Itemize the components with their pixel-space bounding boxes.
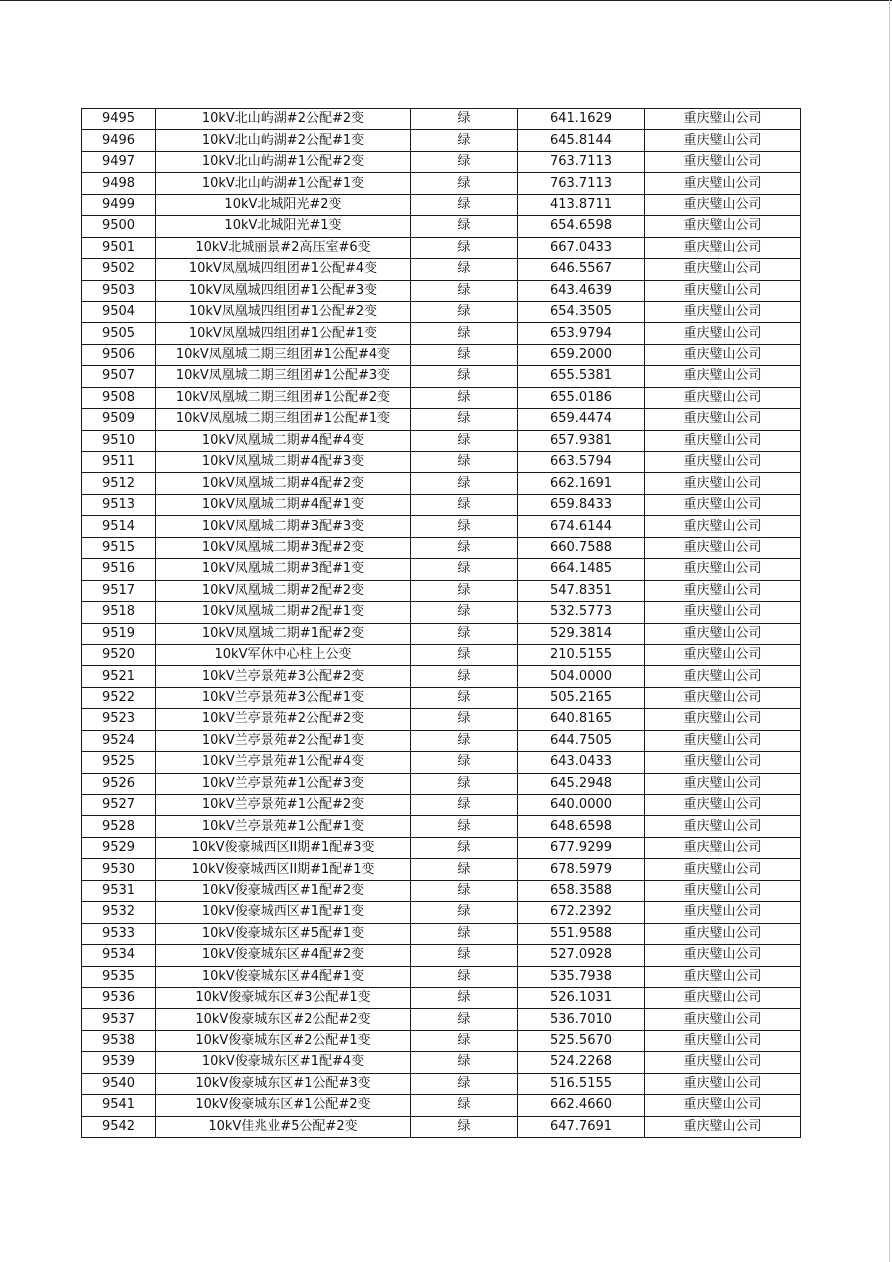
status-color-cell: 绿 — [411, 130, 518, 151]
table-row — [82, 859, 801, 880]
row-id-cell: 9513 — [82, 494, 156, 515]
transformer-name-cell: 10kV军休中心柱上公变 — [156, 644, 411, 665]
row-id-cell: 9524 — [82, 730, 156, 751]
value-cell: 654.6598 — [518, 216, 645, 237]
company-cell: 重庆璧山公司 — [645, 859, 801, 880]
company-cell: 重庆璧山公司 — [645, 387, 801, 408]
company-cell: 重庆璧山公司 — [645, 494, 801, 515]
transformer-name-cell: 10kV凤凰城二期三组团#1公配#1变 — [156, 409, 411, 430]
row-id-cell: 9531 — [82, 880, 156, 901]
company-cell: 重庆璧山公司 — [645, 216, 801, 237]
value-cell: 655.0186 — [518, 387, 645, 408]
company-cell: 重庆璧山公司 — [645, 752, 801, 773]
value-cell: 640.8165 — [518, 709, 645, 730]
table-row — [82, 409, 801, 430]
company-cell: 重庆璧山公司 — [645, 473, 801, 494]
value-cell: 516.5155 — [518, 1073, 645, 1094]
status-color-cell: 绿 — [411, 837, 518, 858]
company-cell: 重庆璧山公司 — [645, 130, 801, 151]
value-cell: 660.7588 — [518, 537, 645, 558]
company-cell: 重庆璧山公司 — [645, 580, 801, 601]
company-cell: 重庆璧山公司 — [645, 1052, 801, 1073]
status-color-cell: 绿 — [411, 1009, 518, 1030]
table-row — [82, 1095, 801, 1116]
status-color-cell: 绿 — [411, 151, 518, 172]
status-color-cell: 绿 — [411, 473, 518, 494]
company-cell: 重庆璧山公司 — [645, 537, 801, 558]
table-row — [82, 387, 801, 408]
value-cell: 210.5155 — [518, 644, 645, 665]
transformer-name-cell: 10kV北山屿湖#2公配#1变 — [156, 130, 411, 151]
company-cell: 重庆璧山公司 — [645, 687, 801, 708]
company-cell: 重庆璧山公司 — [645, 430, 801, 451]
table-row — [82, 837, 801, 858]
table-row — [82, 795, 801, 816]
company-cell: 重庆璧山公司 — [645, 259, 801, 280]
status-color-cell: 绿 — [411, 1095, 518, 1116]
company-cell: 重庆璧山公司 — [645, 1116, 801, 1137]
transformer-name-cell: 10kV佳兆业#5公配#2变 — [156, 1116, 411, 1137]
row-id-cell: 9538 — [82, 1030, 156, 1051]
row-id-cell: 9511 — [82, 452, 156, 473]
status-color-cell: 绿 — [411, 366, 518, 387]
company-cell: 重庆璧山公司 — [645, 344, 801, 365]
table-row — [82, 537, 801, 558]
row-id-cell: 9534 — [82, 945, 156, 966]
transformer-name-cell: 10kV俊豪城西区#1配#1变 — [156, 902, 411, 923]
value-cell: 648.6598 — [518, 816, 645, 837]
status-color-cell: 绿 — [411, 730, 518, 751]
status-color-cell: 绿 — [411, 816, 518, 837]
company-cell: 重庆璧山公司 — [645, 452, 801, 473]
company-cell: 重庆璧山公司 — [645, 301, 801, 322]
value-cell: 551.9588 — [518, 923, 645, 944]
table-row — [82, 259, 801, 280]
table-row — [82, 752, 801, 773]
status-color-cell: 绿 — [411, 795, 518, 816]
company-cell: 重庆璧山公司 — [645, 516, 801, 537]
table-row — [82, 880, 801, 901]
company-cell: 重庆璧山公司 — [645, 237, 801, 258]
transformer-name-cell: 10kV俊豪城东区#5配#1变 — [156, 923, 411, 944]
table-row — [82, 280, 801, 301]
row-id-cell: 9520 — [82, 644, 156, 665]
table-row — [82, 237, 801, 258]
row-id-cell: 9497 — [82, 151, 156, 172]
transformer-name-cell: 10kV北山屿湖#1公配#2变 — [156, 151, 411, 172]
table-row — [82, 216, 801, 237]
table-row — [82, 173, 801, 194]
status-color-cell: 绿 — [411, 430, 518, 451]
value-cell: 653.9794 — [518, 323, 645, 344]
company-cell: 重庆璧山公司 — [645, 966, 801, 987]
value-cell: 643.4639 — [518, 280, 645, 301]
company-cell: 重庆璧山公司 — [645, 666, 801, 687]
row-id-cell: 9523 — [82, 709, 156, 730]
table-row — [82, 966, 801, 987]
company-cell: 重庆璧山公司 — [645, 1030, 801, 1051]
status-color-cell: 绿 — [411, 559, 518, 580]
transformer-name-cell: 10kV凤凰城二期#3配#1变 — [156, 559, 411, 580]
transformer-name-cell: 10kV凤凰城四组团#1公配#4变 — [156, 259, 411, 280]
row-id-cell: 9496 — [82, 130, 156, 151]
table-row — [82, 1073, 801, 1094]
transformer-name-cell: 10kV俊豪城东区#2公配#2变 — [156, 1009, 411, 1030]
value-cell: 655.5381 — [518, 366, 645, 387]
transformer-name-cell: 10kV凤凰城四组团#1公配#1变 — [156, 323, 411, 344]
value-cell: 647.7691 — [518, 1116, 645, 1137]
value-cell: 664.1485 — [518, 559, 645, 580]
transformer-table — [81, 108, 801, 1138]
row-id-cell: 9503 — [82, 280, 156, 301]
table-row — [82, 452, 801, 473]
row-id-cell: 9509 — [82, 409, 156, 430]
company-cell: 重庆璧山公司 — [645, 816, 801, 837]
company-cell: 重庆璧山公司 — [645, 323, 801, 344]
row-id-cell: 9532 — [82, 902, 156, 923]
status-color-cell: 绿 — [411, 409, 518, 430]
status-color-cell: 绿 — [411, 966, 518, 987]
status-color-cell: 绿 — [411, 923, 518, 944]
transformer-name-cell: 10kV凤凰城二期#2配#1变 — [156, 602, 411, 623]
status-color-cell: 绿 — [411, 666, 518, 687]
transformer-name-cell: 10kV俊豪城东区#1公配#2变 — [156, 1095, 411, 1116]
row-id-cell: 9506 — [82, 344, 156, 365]
value-cell: 674.6144 — [518, 516, 645, 537]
transformer-name-cell: 10kV兰亭景苑#3公配#2变 — [156, 666, 411, 687]
status-color-cell: 绿 — [411, 387, 518, 408]
row-id-cell: 9542 — [82, 1116, 156, 1137]
value-cell: 641.1629 — [518, 109, 645, 130]
table-row — [82, 1052, 801, 1073]
status-color-cell: 绿 — [411, 987, 518, 1008]
status-color-cell: 绿 — [411, 173, 518, 194]
table-row — [82, 644, 801, 665]
status-color-cell: 绿 — [411, 537, 518, 558]
status-color-cell: 绿 — [411, 280, 518, 301]
transformer-name-cell: 10kV俊豪城东区#2公配#1变 — [156, 1030, 411, 1051]
transformer-name-cell: 10kV兰亭景苑#1公配#4变 — [156, 752, 411, 773]
transformer-name-cell: 10kV凤凰城二期#4配#4变 — [156, 430, 411, 451]
row-id-cell: 9515 — [82, 537, 156, 558]
company-cell: 重庆璧山公司 — [645, 837, 801, 858]
row-id-cell: 9508 — [82, 387, 156, 408]
table-row — [82, 773, 801, 794]
table-row — [82, 473, 801, 494]
company-cell: 重庆璧山公司 — [645, 945, 801, 966]
table-row — [82, 1009, 801, 1030]
value-cell: 504.0000 — [518, 666, 645, 687]
status-color-cell: 绿 — [411, 216, 518, 237]
table-row — [82, 559, 801, 580]
company-cell: 重庆璧山公司 — [645, 109, 801, 130]
transformer-name-cell: 10kV兰亭景苑#2公配#2变 — [156, 709, 411, 730]
table-row — [82, 816, 801, 837]
status-color-cell: 绿 — [411, 623, 518, 644]
value-cell: 667.0433 — [518, 237, 645, 258]
status-color-cell: 绿 — [411, 859, 518, 880]
value-cell: 763.7113 — [518, 151, 645, 172]
company-cell: 重庆璧山公司 — [645, 644, 801, 665]
transformer-name-cell: 10kV凤凰城二期#3配#3变 — [156, 516, 411, 537]
row-id-cell: 9518 — [82, 602, 156, 623]
value-cell: 645.2948 — [518, 773, 645, 794]
company-cell: 重庆璧山公司 — [645, 366, 801, 387]
row-id-cell: 9512 — [82, 473, 156, 494]
transformer-name-cell: 10kV俊豪城东区#1公配#3变 — [156, 1073, 411, 1094]
row-id-cell: 9505 — [82, 323, 156, 344]
table-row — [82, 687, 801, 708]
transformer-name-cell: 10kV兰亭景苑#3公配#1变 — [156, 687, 411, 708]
status-color-cell: 绿 — [411, 516, 518, 537]
row-id-cell: 9517 — [82, 580, 156, 601]
table-row — [82, 366, 801, 387]
transformer-name-cell: 10kV凤凰城四组团#1公配#3变 — [156, 280, 411, 301]
table-row — [82, 666, 801, 687]
row-id-cell: 9495 — [82, 109, 156, 130]
status-color-cell: 绿 — [411, 259, 518, 280]
value-cell: 505.2165 — [518, 687, 645, 708]
company-cell: 重庆璧山公司 — [645, 795, 801, 816]
table-row — [82, 730, 801, 751]
transformer-name-cell: 10kV俊豪城东区#3公配#1变 — [156, 987, 411, 1008]
table-row — [82, 323, 801, 344]
value-cell: 659.2000 — [518, 344, 645, 365]
table-row — [82, 1116, 801, 1137]
value-cell: 654.3505 — [518, 301, 645, 322]
table-row — [82, 194, 801, 215]
status-color-cell: 绿 — [411, 1052, 518, 1073]
status-color-cell: 绿 — [411, 880, 518, 901]
table-row — [82, 430, 801, 451]
value-cell: 532.5773 — [518, 602, 645, 623]
value-cell: 529.3814 — [518, 623, 645, 644]
company-cell: 重庆璧山公司 — [645, 923, 801, 944]
transformer-name-cell: 10kV兰亭景苑#1公配#3变 — [156, 773, 411, 794]
status-color-cell: 绿 — [411, 687, 518, 708]
value-cell: 526.1031 — [518, 987, 645, 1008]
company-cell: 重庆璧山公司 — [645, 773, 801, 794]
transformer-name-cell: 10kV兰亭景苑#1公配#2变 — [156, 795, 411, 816]
row-id-cell: 9540 — [82, 1073, 156, 1094]
transformer-name-cell: 10kV俊豪城西区II期#1配#3变 — [156, 837, 411, 858]
transformer-name-cell: 10kV兰亭景苑#2公配#1变 — [156, 730, 411, 751]
table-row — [82, 494, 801, 515]
transformer-name-cell: 10kV凤凰城二期三组团#1公配#3变 — [156, 366, 411, 387]
transformer-name-cell: 10kV凤凰城二期#4配#3变 — [156, 452, 411, 473]
page-top-border — [0, 0, 892, 1]
row-id-cell: 9519 — [82, 623, 156, 644]
status-color-cell: 绿 — [411, 773, 518, 794]
row-id-cell: 9516 — [82, 559, 156, 580]
table-row — [82, 709, 801, 730]
transformer-name-cell: 10kV俊豪城东区#4配#1变 — [156, 966, 411, 987]
table-row — [82, 344, 801, 365]
company-cell: 重庆璧山公司 — [645, 194, 801, 215]
status-color-cell: 绿 — [411, 752, 518, 773]
company-cell: 重庆璧山公司 — [645, 1095, 801, 1116]
value-cell: 663.5794 — [518, 452, 645, 473]
company-cell: 重庆璧山公司 — [645, 559, 801, 580]
row-id-cell: 9522 — [82, 687, 156, 708]
transformer-name-cell: 10kV俊豪城西区#1配#2变 — [156, 880, 411, 901]
table-row — [82, 623, 801, 644]
table-row — [82, 902, 801, 923]
value-cell: 659.8433 — [518, 494, 645, 515]
row-id-cell: 9535 — [82, 966, 156, 987]
value-cell: 662.1691 — [518, 473, 645, 494]
status-color-cell: 绿 — [411, 194, 518, 215]
transformer-name-cell: 10kV兰亭景苑#1公配#1变 — [156, 816, 411, 837]
transformer-name-cell: 10kV凤凰城二期三组团#1公配#2变 — [156, 387, 411, 408]
value-cell: 658.3588 — [518, 880, 645, 901]
value-cell: 646.5567 — [518, 259, 645, 280]
company-cell: 重庆璧山公司 — [645, 151, 801, 172]
status-color-cell: 绿 — [411, 109, 518, 130]
page-right-edge — [889, 0, 890, 1262]
row-id-cell: 9499 — [82, 194, 156, 215]
status-color-cell: 绿 — [411, 494, 518, 515]
table-row — [82, 301, 801, 322]
table-row — [82, 945, 801, 966]
status-color-cell: 绿 — [411, 644, 518, 665]
transformer-name-cell: 10kV凤凰城二期#1配#2变 — [156, 623, 411, 644]
value-cell: 644.7505 — [518, 730, 645, 751]
status-color-cell: 绿 — [411, 902, 518, 923]
row-id-cell: 9527 — [82, 795, 156, 816]
table-row — [82, 151, 801, 172]
transformer-name-cell: 10kV凤凰城二期三组团#1公配#4变 — [156, 344, 411, 365]
transformer-name-cell: 10kV凤凰城二期#2配#2变 — [156, 580, 411, 601]
row-id-cell: 9526 — [82, 773, 156, 794]
company-cell: 重庆璧山公司 — [645, 987, 801, 1008]
transformer-name-cell: 10kV凤凰城二期#3配#2变 — [156, 537, 411, 558]
table-body — [82, 109, 801, 1138]
status-color-cell: 绿 — [411, 323, 518, 344]
value-cell: 659.4474 — [518, 409, 645, 430]
row-id-cell: 9514 — [82, 516, 156, 537]
row-id-cell: 9541 — [82, 1095, 156, 1116]
row-id-cell: 9537 — [82, 1009, 156, 1030]
company-cell: 重庆璧山公司 — [645, 902, 801, 923]
value-cell: 672.2392 — [518, 902, 645, 923]
transformer-name-cell: 10kV俊豪城西区II期#1配#1变 — [156, 859, 411, 880]
row-id-cell: 9525 — [82, 752, 156, 773]
status-color-cell: 绿 — [411, 1073, 518, 1094]
row-id-cell: 9521 — [82, 666, 156, 687]
status-color-cell: 绿 — [411, 1116, 518, 1137]
status-color-cell: 绿 — [411, 1030, 518, 1051]
row-id-cell: 9539 — [82, 1052, 156, 1073]
value-cell: 643.0433 — [518, 752, 645, 773]
status-color-cell: 绿 — [411, 237, 518, 258]
company-cell: 重庆璧山公司 — [645, 730, 801, 751]
row-id-cell: 9501 — [82, 237, 156, 258]
table-row — [82, 516, 801, 537]
table-row — [82, 987, 801, 1008]
status-color-cell: 绿 — [411, 580, 518, 601]
status-color-cell: 绿 — [411, 452, 518, 473]
value-cell: 763.7113 — [518, 173, 645, 194]
row-id-cell: 9504 — [82, 301, 156, 322]
value-cell: 657.9381 — [518, 430, 645, 451]
transformer-name-cell: 10kV北城阳光#1变 — [156, 216, 411, 237]
company-cell: 重庆璧山公司 — [645, 880, 801, 901]
value-cell: 640.0000 — [518, 795, 645, 816]
row-id-cell: 9510 — [82, 430, 156, 451]
status-color-cell: 绿 — [411, 602, 518, 623]
row-id-cell: 9536 — [82, 987, 156, 1008]
row-id-cell: 9498 — [82, 173, 156, 194]
table-row — [82, 923, 801, 944]
value-cell: 645.8144 — [518, 130, 645, 151]
value-cell: 525.5670 — [518, 1030, 645, 1051]
row-id-cell: 9507 — [82, 366, 156, 387]
company-cell: 重庆璧山公司 — [645, 623, 801, 644]
transformer-name-cell: 10kV北山屿湖#2公配#2变 — [156, 109, 411, 130]
value-cell: 413.8711 — [518, 194, 645, 215]
transformer-name-cell: 10kV凤凰城二期#4配#1变 — [156, 494, 411, 515]
value-cell: 527.0928 — [518, 945, 645, 966]
company-cell: 重庆璧山公司 — [645, 173, 801, 194]
row-id-cell: 9529 — [82, 837, 156, 858]
value-cell: 547.8351 — [518, 580, 645, 601]
value-cell: 536.7010 — [518, 1009, 645, 1030]
transformer-name-cell: 10kV北山屿湖#1公配#1变 — [156, 173, 411, 194]
company-cell: 重庆璧山公司 — [645, 1009, 801, 1030]
table-row — [82, 130, 801, 151]
row-id-cell: 9500 — [82, 216, 156, 237]
row-id-cell: 9528 — [82, 816, 156, 837]
transformer-name-cell: 10kV北城丽景#2高压室#6变 — [156, 237, 411, 258]
table-row — [82, 580, 801, 601]
value-cell: 524.2268 — [518, 1052, 645, 1073]
company-cell: 重庆璧山公司 — [645, 709, 801, 730]
transformer-name-cell: 10kV凤凰城二期#4配#2变 — [156, 473, 411, 494]
table-row — [82, 109, 801, 130]
value-cell: 535.7938 — [518, 966, 645, 987]
company-cell: 重庆璧山公司 — [645, 409, 801, 430]
row-id-cell: 9533 — [82, 923, 156, 944]
company-cell: 重庆璧山公司 — [645, 1073, 801, 1094]
transformer-name-cell: 10kV俊豪城东区#1配#4变 — [156, 1052, 411, 1073]
status-color-cell: 绿 — [411, 301, 518, 322]
row-id-cell: 9502 — [82, 259, 156, 280]
table-row — [82, 602, 801, 623]
transformer-name-cell: 10kV凤凰城四组团#1公配#2变 — [156, 301, 411, 322]
value-cell: 678.5979 — [518, 859, 645, 880]
status-color-cell: 绿 — [411, 709, 518, 730]
status-color-cell: 绿 — [411, 945, 518, 966]
company-cell: 重庆璧山公司 — [645, 280, 801, 301]
table-row — [82, 1030, 801, 1051]
transformer-name-cell: 10kV北城阳光#2变 — [156, 194, 411, 215]
row-id-cell: 9530 — [82, 859, 156, 880]
transformer-name-cell: 10kV俊豪城东区#4配#2变 — [156, 945, 411, 966]
value-cell: 677.9299 — [518, 837, 645, 858]
status-color-cell: 绿 — [411, 344, 518, 365]
value-cell: 662.4660 — [518, 1095, 645, 1116]
company-cell: 重庆璧山公司 — [645, 602, 801, 623]
